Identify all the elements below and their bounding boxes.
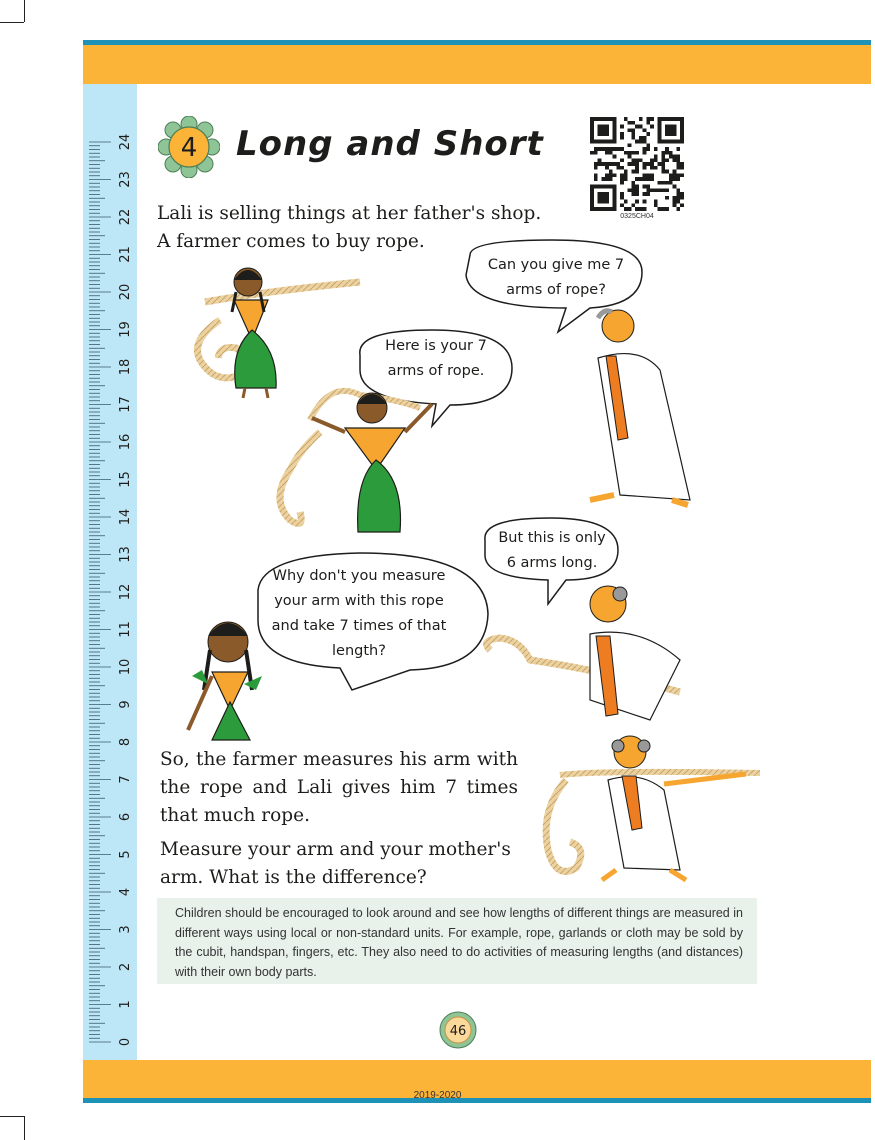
bubble-farmer-complain-line-2: 6 arms long. xyxy=(506,555,598,571)
bubble-lali-reply-line-2: your arm with this rope xyxy=(274,593,444,609)
ruler-label: 1 xyxy=(118,1000,133,1009)
teacher-note: Children should be encouraged to look around and see how lengths of different things are measured in different ways using local or non-standard units. For example, rope, garlands or cloth may be sold by the cubit, handspan, fingers, etc. They also need to do activities of measuring lengths (and distances) with their own body parts. xyxy=(157,898,757,984)
ruler-label: 6 xyxy=(118,812,133,822)
bubble-farmer-ask-line-2: arms of rope? xyxy=(506,282,606,298)
ruler-label: 19 xyxy=(118,321,133,338)
chapter-number: 4 xyxy=(180,133,198,163)
farmer-measuring-arm xyxy=(546,736,760,880)
ruler-label: 11 xyxy=(118,621,133,638)
bubble-farmer-ask-line-1: Can you give me 7 xyxy=(487,257,625,273)
ruler-label: 16 xyxy=(118,433,133,451)
bubble-lali-reply-line-4: length? xyxy=(332,643,386,659)
page-number-badge xyxy=(436,1008,480,1052)
bubble-lali-reply-line-1: Why don't you measure xyxy=(272,568,446,584)
farmer-asking xyxy=(590,310,690,505)
ruler-label: 21 xyxy=(118,246,133,263)
ruler-label: 5 xyxy=(118,850,133,859)
chapter-title: Long and Short xyxy=(236,124,544,164)
qr-code-label: 0325CH04 xyxy=(620,213,654,220)
lali-holding-rope xyxy=(198,268,361,398)
ruler-label: 20 xyxy=(118,283,133,301)
intro-line-2: A farmer comes to buy rope. xyxy=(157,231,425,252)
farmer-complaining xyxy=(487,586,680,720)
ruler-label: 13 xyxy=(118,546,133,563)
ruler-label: 15 xyxy=(118,471,133,488)
ruler-label: 4 xyxy=(118,887,133,897)
farmer-measures-paragraph: So, the farmer measures his arm with the rope and Lali gives him 7 times that much rope. xyxy=(160,749,518,826)
ruler-label: 18 xyxy=(118,358,133,376)
measure-question-paragraph: Measure your arm and your mother's arm. What is the difference? xyxy=(160,839,511,888)
bubble-lali-reply-line-3: and take 7 times of that xyxy=(271,618,447,634)
ruler-label: 10 xyxy=(118,658,133,676)
ruler-label: 23 xyxy=(118,171,133,188)
lali-giving-rope xyxy=(280,391,432,532)
footer-year: 2019-2020 xyxy=(413,1090,462,1101)
ruler-label: 12 xyxy=(118,583,133,601)
ruler-label: 22 xyxy=(118,208,133,226)
ruler-label: 2 xyxy=(118,962,133,972)
page-number: 46 xyxy=(449,1024,467,1039)
intro-line-1: Lali is selling things at her father's shop. xyxy=(157,203,542,224)
bubble-lali-give-text xyxy=(364,334,508,384)
lali-thinking xyxy=(188,622,262,740)
bubble-farmer-complain-text xyxy=(486,526,618,576)
ruler-label: 7 xyxy=(118,775,133,784)
ruler-label: 9 xyxy=(118,700,133,709)
bubble-farmer-ask-text xyxy=(480,253,632,303)
ruler-label: 17 xyxy=(118,396,133,413)
ruler-label: 8 xyxy=(118,737,133,747)
bubble-lali-give-line-1: Here is your 7 xyxy=(385,338,487,354)
bubble-farmer-complain-line-1: But this is only xyxy=(498,530,606,546)
bubble-lali-give-line-2: arms of rope. xyxy=(387,363,485,379)
ruler-label: 3 xyxy=(118,925,133,934)
ruler-label: 0 xyxy=(118,1037,133,1047)
ruler-label: 14 xyxy=(118,508,133,526)
ruler-label: 24 xyxy=(118,133,133,151)
bubble-lali-reply-text xyxy=(260,564,458,664)
